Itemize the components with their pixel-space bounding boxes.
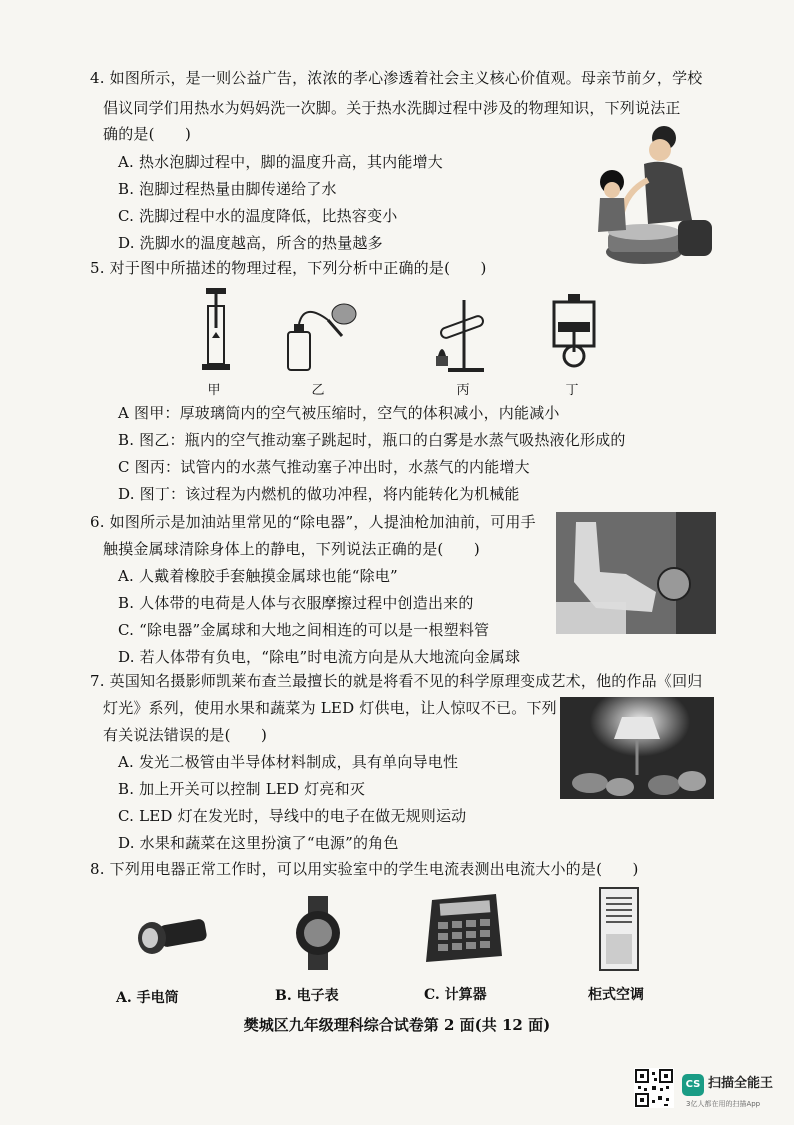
q8-option-d: 柜式空调	[588, 987, 644, 1003]
q4-option-b: B. 泡脚过程热量由脚传递给了水	[118, 180, 337, 198]
q8-option-b: B. 电子表	[275, 988, 339, 1004]
page-footer: 樊城区九年级理科综合试卷第 2 面(共 12 面)	[243, 1016, 551, 1034]
q6-option-d: D. 若人体带有负电，“除电”时电流方向是从大地流向金属球	[118, 648, 521, 666]
q4-option-d: D. 洗脚水的温度越高，所含的热量越多	[118, 234, 383, 252]
q5-stem: 5. 对于图中所描述的物理过程，下列分析中正确的是( )	[90, 259, 487, 277]
q5-option-b: B. 图乙：瓶内的空气推动塞子跳起时，瓶口的白雾是水蒸气吸热液化形成的	[118, 431, 626, 449]
figure-ding-engine-cylinder	[546, 292, 602, 372]
q7-option-a: A. 发光二极管由半导体材料制成，具有单向导电性	[118, 753, 459, 771]
foot-washing-illustration	[586, 120, 716, 270]
caption-jia: 甲	[207, 383, 221, 398]
q8-stem: 8. 下列用电器正常工作时，可以用实验室中的学生电流表测出电流大小的是( )	[90, 860, 639, 878]
caption-ding: 丁	[565, 383, 579, 398]
calculator-image	[422, 890, 506, 966]
q4-stem-line-3: 确的是( )	[103, 125, 192, 143]
figure-yi-bottle-pump	[284, 296, 364, 374]
fruit-powered-lamp-photo	[560, 697, 714, 799]
scanner-app-tagline: 3亿人都在用的扫描App	[686, 1100, 761, 1108]
figure-bing-test-tube	[428, 296, 498, 374]
q7-option-c: C. LED 灯在发光时，导线中的电子在做无规则运动	[118, 807, 467, 825]
q5-option-a: A 图甲：厚玻璃筒内的空气被压缩时，空气的体积减小，内能减小	[118, 404, 560, 422]
q7-stem-line-1: 7. 英国知名摄影师凯莱布查兰最擅长的就是将看不见的科学原理变成艺术，他的作品《回归	[90, 672, 703, 690]
q7-stem-line-2: 灯光》系列，使用水果和蔬菜为 LED 灯供电，让人惊叹不已。下列	[103, 699, 557, 717]
q8-option-a: A. 手电筒	[116, 990, 179, 1006]
figure-jia-glass-cylinder	[196, 288, 236, 373]
electronic-watch-image	[290, 896, 346, 970]
q7-stem-line-3: 有关说法错误的是( )	[103, 726, 268, 744]
q4-stem-line-1: 4. 如图所示，是一则公益广告，浓浓的孝心渗透着社会主义核心价值观。母亲节前夕，学校	[90, 69, 703, 87]
q5-option-c: C 图丙：试管内的水蒸气推动塞子冲出时，水蒸气的内能增大	[118, 458, 530, 476]
cabinet-air-conditioner-image	[598, 886, 640, 972]
q8-option-c: C. 计算器	[424, 987, 487, 1003]
q4-option-c: C. 洗脚过程中水的温度降低，比热容变小	[118, 207, 398, 225]
flashlight-image	[136, 906, 210, 960]
q4-stem-line-2: 倡议同学们用热水为妈妈洗一次脚。关于热水洗脚过程中涉及的物理知识，下列说法正	[103, 99, 681, 117]
caption-yi: 乙	[311, 383, 325, 398]
q6-option-a: A. 人戴着橡胶手套触摸金属球也能“除电”	[118, 567, 398, 585]
q7-option-b: B. 加上开关可以控制 LED 灯亮和灭	[118, 780, 366, 798]
static-discharger-photo	[556, 512, 716, 634]
q4-option-a: A. 热水泡脚过程中，脚的温度升高，其内能增大	[118, 153, 443, 171]
q6-option-c: C. “除电器”金属球和大地之间相连的可以是一根塑料管	[118, 621, 490, 639]
q6-stem-line-1: 6. 如图所示是加油站里常见的“除电器”，人提油枪加油前，可用手	[90, 513, 536, 531]
q6-option-b: B. 人体带的电荷是人体与衣服摩擦过程中创造出来的	[118, 594, 474, 612]
q7-option-d: D. 水果和蔬菜在这里扮演了“电源”的角色	[118, 834, 399, 852]
scanner-app-name: 扫描全能王	[708, 1076, 774, 1091]
q6-stem-line-2: 触摸金属球清除身体上的静电，下列说法正确的是( )	[103, 540, 480, 558]
q5-option-d: D. 图丁：该过程为内燃机的做功冲程，将内能转化为机械能	[118, 485, 520, 503]
qr-code-icon	[634, 1068, 674, 1108]
camscanner-logo-icon: CS	[682, 1074, 704, 1096]
caption-bing: 丙	[456, 383, 470, 398]
